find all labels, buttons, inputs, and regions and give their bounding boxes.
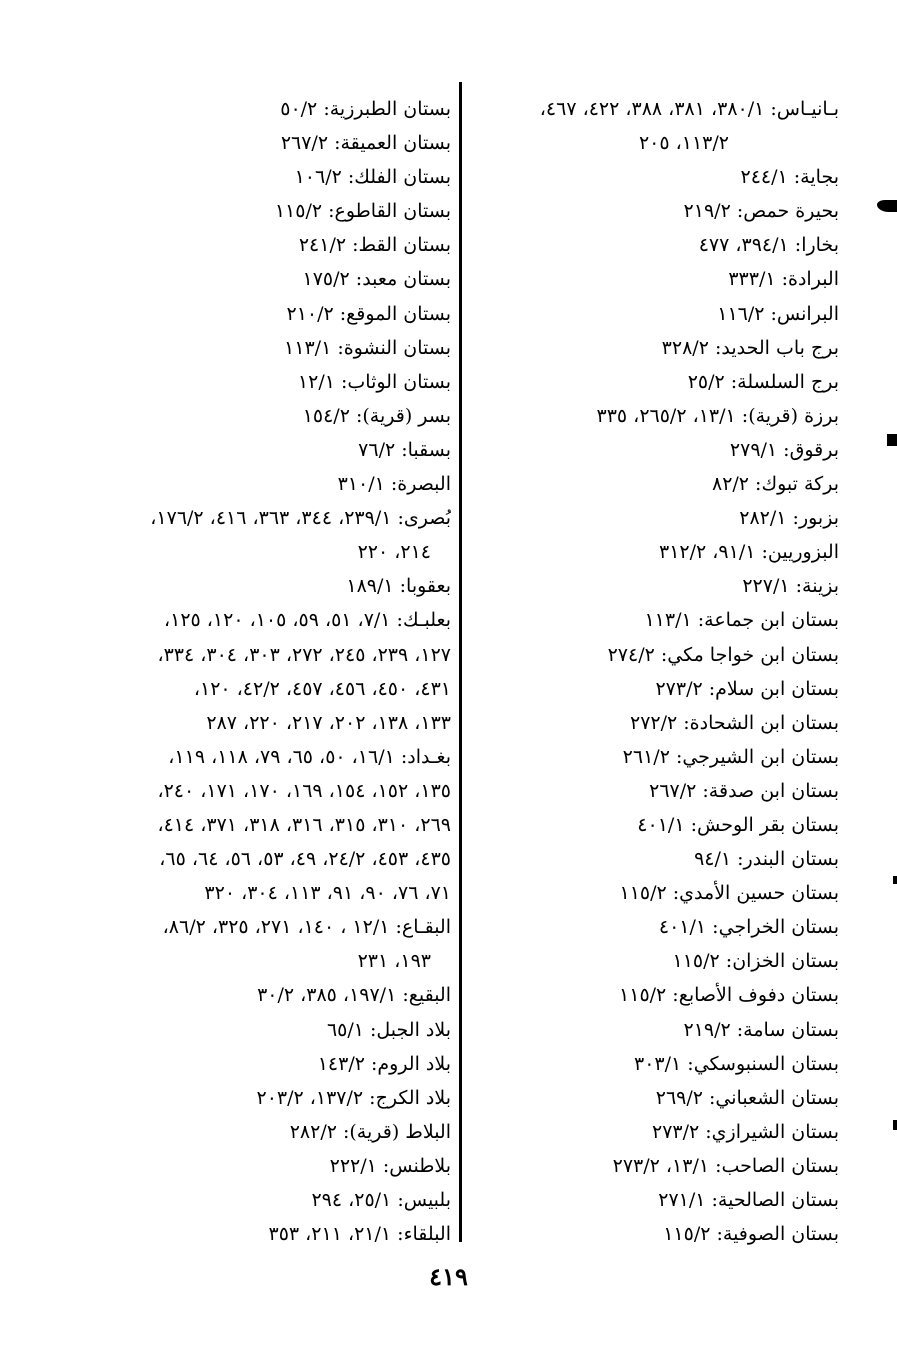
index-entry: البلقاء: ٢١/١، ٢١١، ٣٥٣ [268,1223,451,1246]
index-entry: بستان السنبوسكي: ٣٠٣/١ [634,1052,839,1075]
index-entry: ١١٣/٢، ٢٠٥ [638,132,729,155]
index-entry: برج السلسلة: ٢٥/٢ [687,370,839,393]
index-entry: بستان القاطوع: ١١٥/٢ [274,200,451,223]
index-entry: بغـداد: ١٦/١، ٥٠، ٦٥، ٧٩، ١١٨، ١١٩، [168,745,451,768]
index-entry: بُصرى: ٢٣٩/١، ٣٤٤، ٣٦٣، ٤١٦، ١٧٦/٢، [150,507,451,530]
index-entry: بستان معبد: ١٧٥/٢ [302,268,451,291]
column-divider [459,82,462,1242]
index-entry: بستان البندر: ٩٤/١ [694,848,839,871]
index-entry: البرادة: ٣٣٣/١ [728,268,839,291]
index-entry: بلاد الجبل: ٦٥/١ [326,1018,451,1041]
index-entry: برزة (قرية): ١٣/١، ٢٦٥/٢، ٣٣٥ [596,404,839,427]
index-entry: بجاية: ٢٤٤/١ [740,166,839,189]
index-entry: البصرة: ٣١٠/١ [337,473,451,496]
index-entry: بستان دفوف الأصابع: ١١٥/٢ [619,984,839,1007]
index-entry: بركة تبوك: ٨٢/٢ [711,473,839,496]
index-entry: بستان الصاحب: ١٣/١، ٢٧٣/٢ [612,1154,839,1177]
index-entry: ١٣٣، ١٣٨، ٢٠٢، ٢١٧، ٢٢٠، ٢٨٧ [206,711,451,734]
index-entry: بستان ابن الشيرجي: ٢٦١/٢ [622,745,839,768]
index-entry: بستان الخراجي: ٤٠١/١ [658,916,839,939]
index-entry: بستان الصوفية: ١١٥/٢ [663,1223,839,1246]
scan-edge-mark [877,200,897,212]
index-entry: بستان الوثاب: ١٢/١ [297,370,451,393]
index-entry: بستان الفلك: ١٠٦/٢ [294,166,451,189]
scan-edge-mark [887,434,897,446]
index-entry: البزوريين: ٩١/١، ٣١٢/٢ [659,541,839,564]
index-entry: البقيع: ١٩٧/١، ٣٨٥، ٣٠/٢ [257,984,451,1007]
index-entry: بستان القط: ٢٤١/٢ [298,234,451,257]
index-column-left [61,92,451,1251]
index-entry: بلبيس: ٢٥/١، ٢٩٤ [311,1189,451,1211]
index-entry: بعقوبا: ١٨٩/١ [346,575,451,598]
index-entry: ١٣٥، ١٥٢، ١٥٤، ١٦٩، ١٧٠، ١٧١، ٢٤٠، [157,779,451,802]
index-entry: بستان ابن صدقة: ٢٦٧/٢ [649,779,839,802]
index-entry: ٧١، ٧٦، ٩٠، ٩١، ١١٣، ٣٠٤، ٣٢٠ [204,882,451,905]
index-entry: البلاط (قرية): ٢٨٢/٢ [289,1120,451,1143]
index-entry: بستان الشيرازي: ٢٧٣/٢ [652,1120,839,1143]
index-entry: بزبور: ٢٨٢/١ [739,507,839,530]
index-entry: بزينة: ٢٢٧/١ [742,575,839,598]
index-entry: بلاد الكرج: ١٣٧/٢، ٢٠٣/٢ [256,1086,451,1109]
index-entry: بستان حسين الأمدي: ١١٥/٢ [619,882,839,905]
scan-edge-mark [893,876,897,884]
scan-edge-mark [893,1120,897,1130]
index-column-right [449,92,839,1251]
index-entry: بـانيـاس: ٣٨٠/١، ٣٨١، ٣٨٨، ٤٢٢، ٤٦٧، [539,98,839,120]
index-entry: ١٢٧، ٢٣٩، ٢٤٥، ٢٧٢، ٣٠٣، ٣٠٤، ٣٣٤، [157,643,451,666]
index-entry: بستان الطبرزية: ٥٠/٢ [280,98,451,120]
index-entry: ١٩٣، ٢٣١ [357,950,431,973]
index-entry: بخارا: ٣٩٤/١، ٤٧٧ [698,234,839,257]
index-entry: ٤٣١، ٤٥٠، ٤٥٦، ٤٥٧، ٤٢/٢، ١٢٠، [193,677,451,700]
index-entry: بلاد الروم: ١٤٣/٢ [317,1052,451,1075]
index-entry: ٤٣٥، ٤٥٣، ٢٤/٢، ٤٩، ٥٣، ٥٦، ٦٤، ٦٥، [159,848,451,871]
index-entry: بسقبا: ٧٦/٢ [358,438,451,461]
page-number: ٤١٩ [429,1262,468,1291]
index-entry: ٢١٤، ٢٢٠ [357,541,431,564]
index-entry: بستان النشوة: ١١٣/١ [284,336,451,359]
index-entry: بستان ابن خواجا مكي: ٢٧٤/٢ [607,643,839,666]
index-entry: بستان الصالحية: ٢٧١/١ [658,1189,839,1211]
index-entry: بلاطنس: ٢٢٢/١ [329,1154,451,1177]
index-entry: بحيرة حمص: ٢١٩/٢ [683,200,839,223]
index-entry: البرانس: ١١٦/٢ [717,302,839,325]
index-entry: بستان الخزان: ١١٥/٢ [672,950,839,973]
index-entry: بستان ابن سلام: ٢٧٣/٢ [655,677,839,700]
index-entry: بستان العميقة: ٢٦٧/٢ [280,132,451,155]
index-entry: برقوق: ٢٧٩/١ [729,438,839,461]
index-entry: بستان الشعباني: ٢٦٩/٢ [655,1086,839,1109]
index-entry: ٢٦٩، ٣١٠، ٣١٥، ٣١٦، ٣١٨، ٣٧١، ٤١٤، [157,813,451,836]
index-entry: بسر (قرية): ١٥٤/٢ [302,404,451,427]
index-entry: بستان ابن جماعة: ١١٣/١ [644,609,839,632]
index-entry: بستان بقر الوحش: ٤٠١/١ [637,813,839,836]
index-entry: بستان سامة: ٢١٩/٢ [683,1018,839,1041]
index-entry: بعلبـك: ٧/١، ٥١، ٥٩، ١٠٥، ١٢٠، ١٢٥، [163,609,451,632]
index-entry: البقـاع: ١٢/١ ، ١٤٠، ٢٧١، ٣٢٥، ٨٦/٢، [162,916,451,939]
index-entry: برج باب الحديد: ٣٢٨/٢ [661,336,839,359]
index-entry: بستان ابن الشحادة: ٢٧٢/٢ [630,711,839,734]
index-entry: بستان الموقع: ٢١٠/٢ [286,302,451,325]
